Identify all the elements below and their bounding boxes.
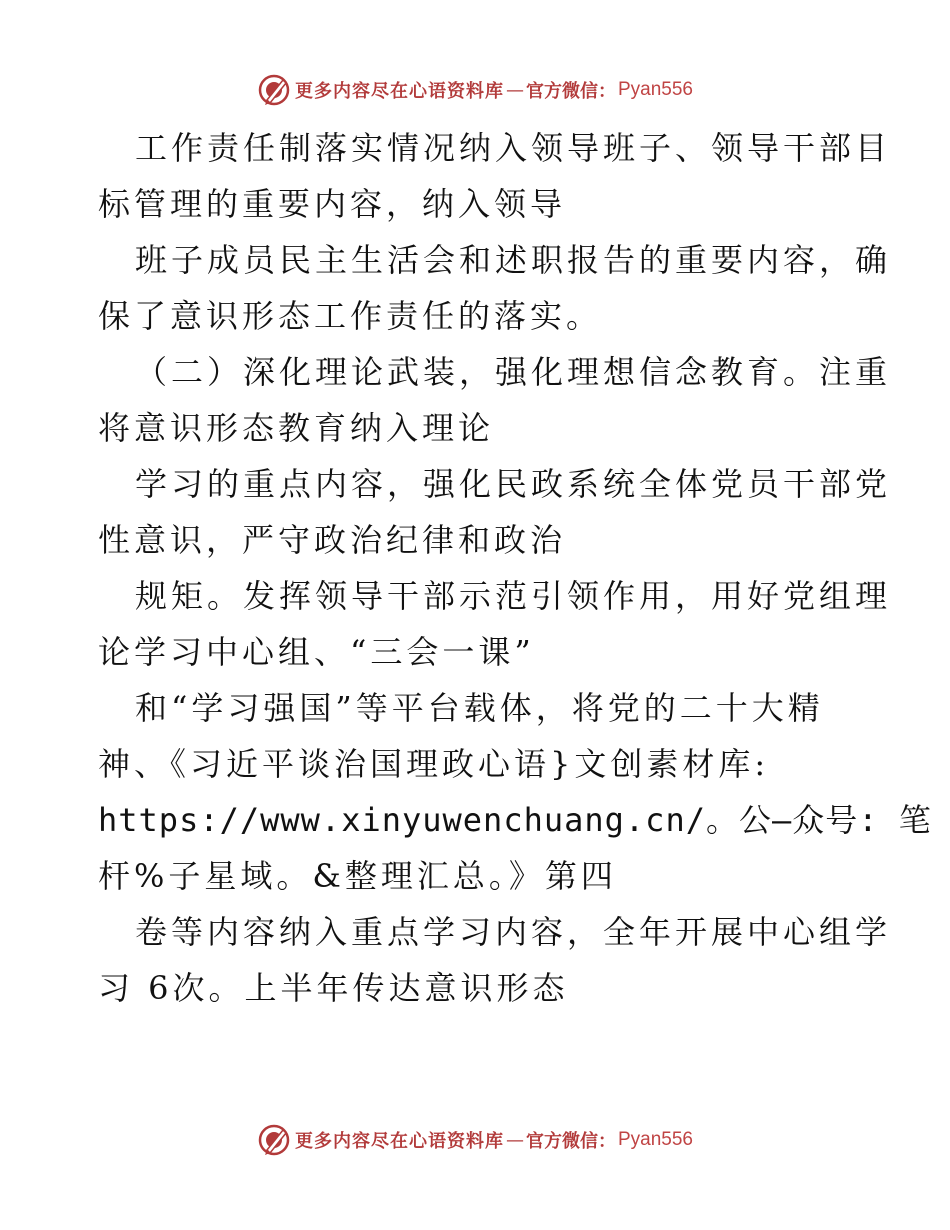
- body-line: 规矩。发挥领导干部示范引领作用，用好党组理: [135, 577, 892, 615]
- body-line: 卷等内容纳入重点学习内容，全年开展中心组学: [135, 913, 892, 951]
- banner-separator: —: [505, 79, 524, 101]
- body-line: 标管理的重要内容，纳入领导: [98, 185, 567, 223]
- banner-text: 更多内容尽在心语资料库: [294, 1131, 504, 1152]
- header-watermark-banner: [0, 70, 950, 110]
- pen-logo-icon: [257, 1123, 291, 1157]
- body-line: 保了意识形态工作责任的落实。: [98, 297, 603, 335]
- body-line: 杆%子星域。&整理汇总。》第四: [98, 857, 617, 895]
- body-line: 论学习中心组、“三会一课”: [98, 633, 535, 671]
- body-line-url: https://www.xinyuwenchuang.cn/。公—众号: 笔: [98, 801, 932, 839]
- body-line: 神、《习近平谈治国理政心语}文创素材库:: [98, 745, 770, 783]
- wechat-id: Pyan556: [617, 1129, 693, 1150]
- body-line: （二）深化理论武装，强化理想信念教育。注重: [135, 353, 892, 391]
- pen-logo-icon: [257, 73, 291, 107]
- body-line: 班子成员民主生活会和述职报告的重要内容，确: [135, 241, 892, 279]
- body-line: 学习的重点内容，强化民政系统全体党员干部党: [135, 465, 892, 503]
- body-line: 将意识形态教育纳入理论: [98, 409, 495, 447]
- banner-separator: —: [505, 1129, 524, 1151]
- wechat-label: 官方微信：: [525, 81, 616, 102]
- body-line: 和“学习强国”等平台载体，将党的二十大精: [135, 689, 824, 727]
- wechat-label: 官方微信：: [525, 1131, 616, 1152]
- body-line: 习 6次。上半年传达意识形态: [98, 969, 569, 1007]
- body-line: 性意识，严守政治纪律和政治: [98, 521, 567, 559]
- banner-text: 更多内容尽在心语资料库: [294, 81, 504, 102]
- document-body: [98, 120, 932, 1016]
- footer-watermark-banner: [0, 1120, 950, 1160]
- body-line: 工作责任制落实情况纳入领导班子、领导干部目: [135, 129, 892, 167]
- wechat-id: Pyan556: [617, 79, 693, 100]
